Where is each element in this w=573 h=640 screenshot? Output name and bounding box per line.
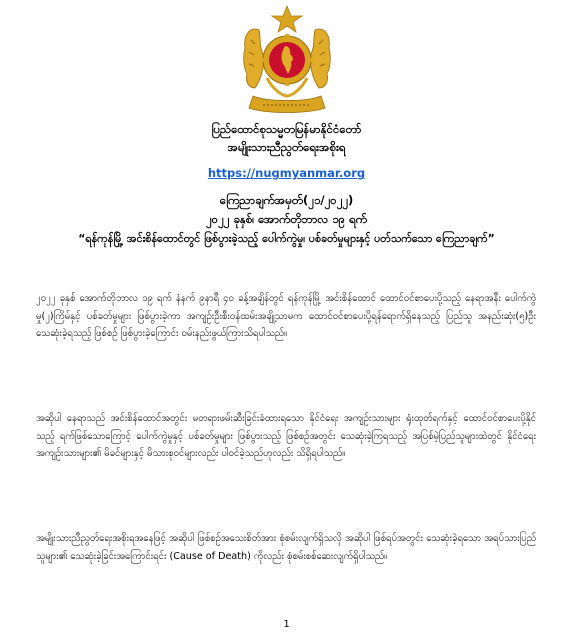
ministry-name: အမျိုးသားညီညွတ်ရေးအစိုးရ: [227, 140, 346, 154]
statement-number: ကြေညာချက်အမှတ်(၂၁/၂၀၂၂): [219, 193, 354, 207]
body-paragraph-1: ၂၀၂၂ ခုနှစ် အောက်တိုဘာလ ၁၉ ရက် နံနက် ၉နာရီ ၄၀ ခန့်အချိန်တွင် ရန်ကုန်မြို့ အင်းစိန်ထောင် ထောင်ဝင်စာပေးပို့သည့် နေရာအနီး ပေါက်ကွဲမှု(၂)ကြိမ်နှင့် ပစ်ခတ်မှုများ ဖြစ်ပွားခဲ့ကာ အကျဉ်းဦးစီးဝန်ထမ်းအချို့သာမက ထောင်ဝင်စာပေးပို့ရန်ရောက်ရှိနေသည့် ပြည်သူ အနည်းဆုံး(၅)ဦး သေဆုံးခဲ့ရသည့် ဖြစ်စဉ် ဖြစ်ပွားခဲ့ကြောင်း ဝမ်းနည်းဖွယ်ကြားသိရပါသည်။: [36, 293, 536, 339]
body-paragraph-3: အမျိုးသားညီညွတ်ရေးအစိုးရအနေဖြင့် အဆိုပါ ဖြစ်စဉ်အသေးစိတ်အား စုံစမ်းလျက်ရှိသလို အဆိုပါ ဖြစ်ရပ်အတွင်း သေဆုံးခဲ့ရသော အရပ်သားပြည်သူများ၏ သေဆုံးခဲ့ခြင်းအကြောင်းရင်း (Cause of Death) ကိုလည်း စုံစမ်းစစ်ဆေးလျက်ရှိပါသည်။: [36, 533, 536, 562]
state-emblem-icon: [239, 4, 335, 116]
government-name: ပြည်ထောင်စုသမ္မတမြန်မာနိုင်ငံတော်: [211, 122, 362, 136]
page-number: 1: [283, 619, 290, 630]
statement-title: “ရန်ကုန်မြို့ အင်းစိန်ထောင်တွင် ဖြစ်ပွားခဲ့သည့် ပေါက်ကွဲမှု၊ ပစ်ခတ်မှုများနှင့် ပတ်သက်သော ကြေညာချက်”: [78, 232, 495, 245]
website-link[interactable]: https://nugmyanmar.org: [207, 166, 366, 180]
statement-date: ၂၀၂၂ ခုနှစ်၊ အောက်တိုဘာလ ၁၉ ရက်: [205, 212, 368, 226]
body-paragraph-2: အဆိုပါ နေရာသည် အင်းစိန်ထောင်အတွင်း မတရားဖမ်းဆီးခြင်းခံထားရသော နိုင်ငံရေး အကျဉ်းသားများ ရုံးထုတ်ရက်နှင့် ထောင်ဝင်စာပေးပို့နိုင်သည့် ရက်ဖြစ်သောကြောင့် ပေါက်ကွဲမှုနှင့် ပစ်ခတ်မှုများ ဖြစ်ပွားသည့် ဖြစ်စဉ်အတွင်း သေဆုံးခဲ့ကြရသည့် အပြစ်မဲ့ပြည်သူများထဲတွင် နိုင်ငံရေးအကျဉ်းသားများ၏ မိခင်များနှင့် မိသားစုဝင်များလည်း ပါဝင်ခဲ့သည်ဟုလည်း သိရှိရပါသည်။: [36, 413, 536, 459]
